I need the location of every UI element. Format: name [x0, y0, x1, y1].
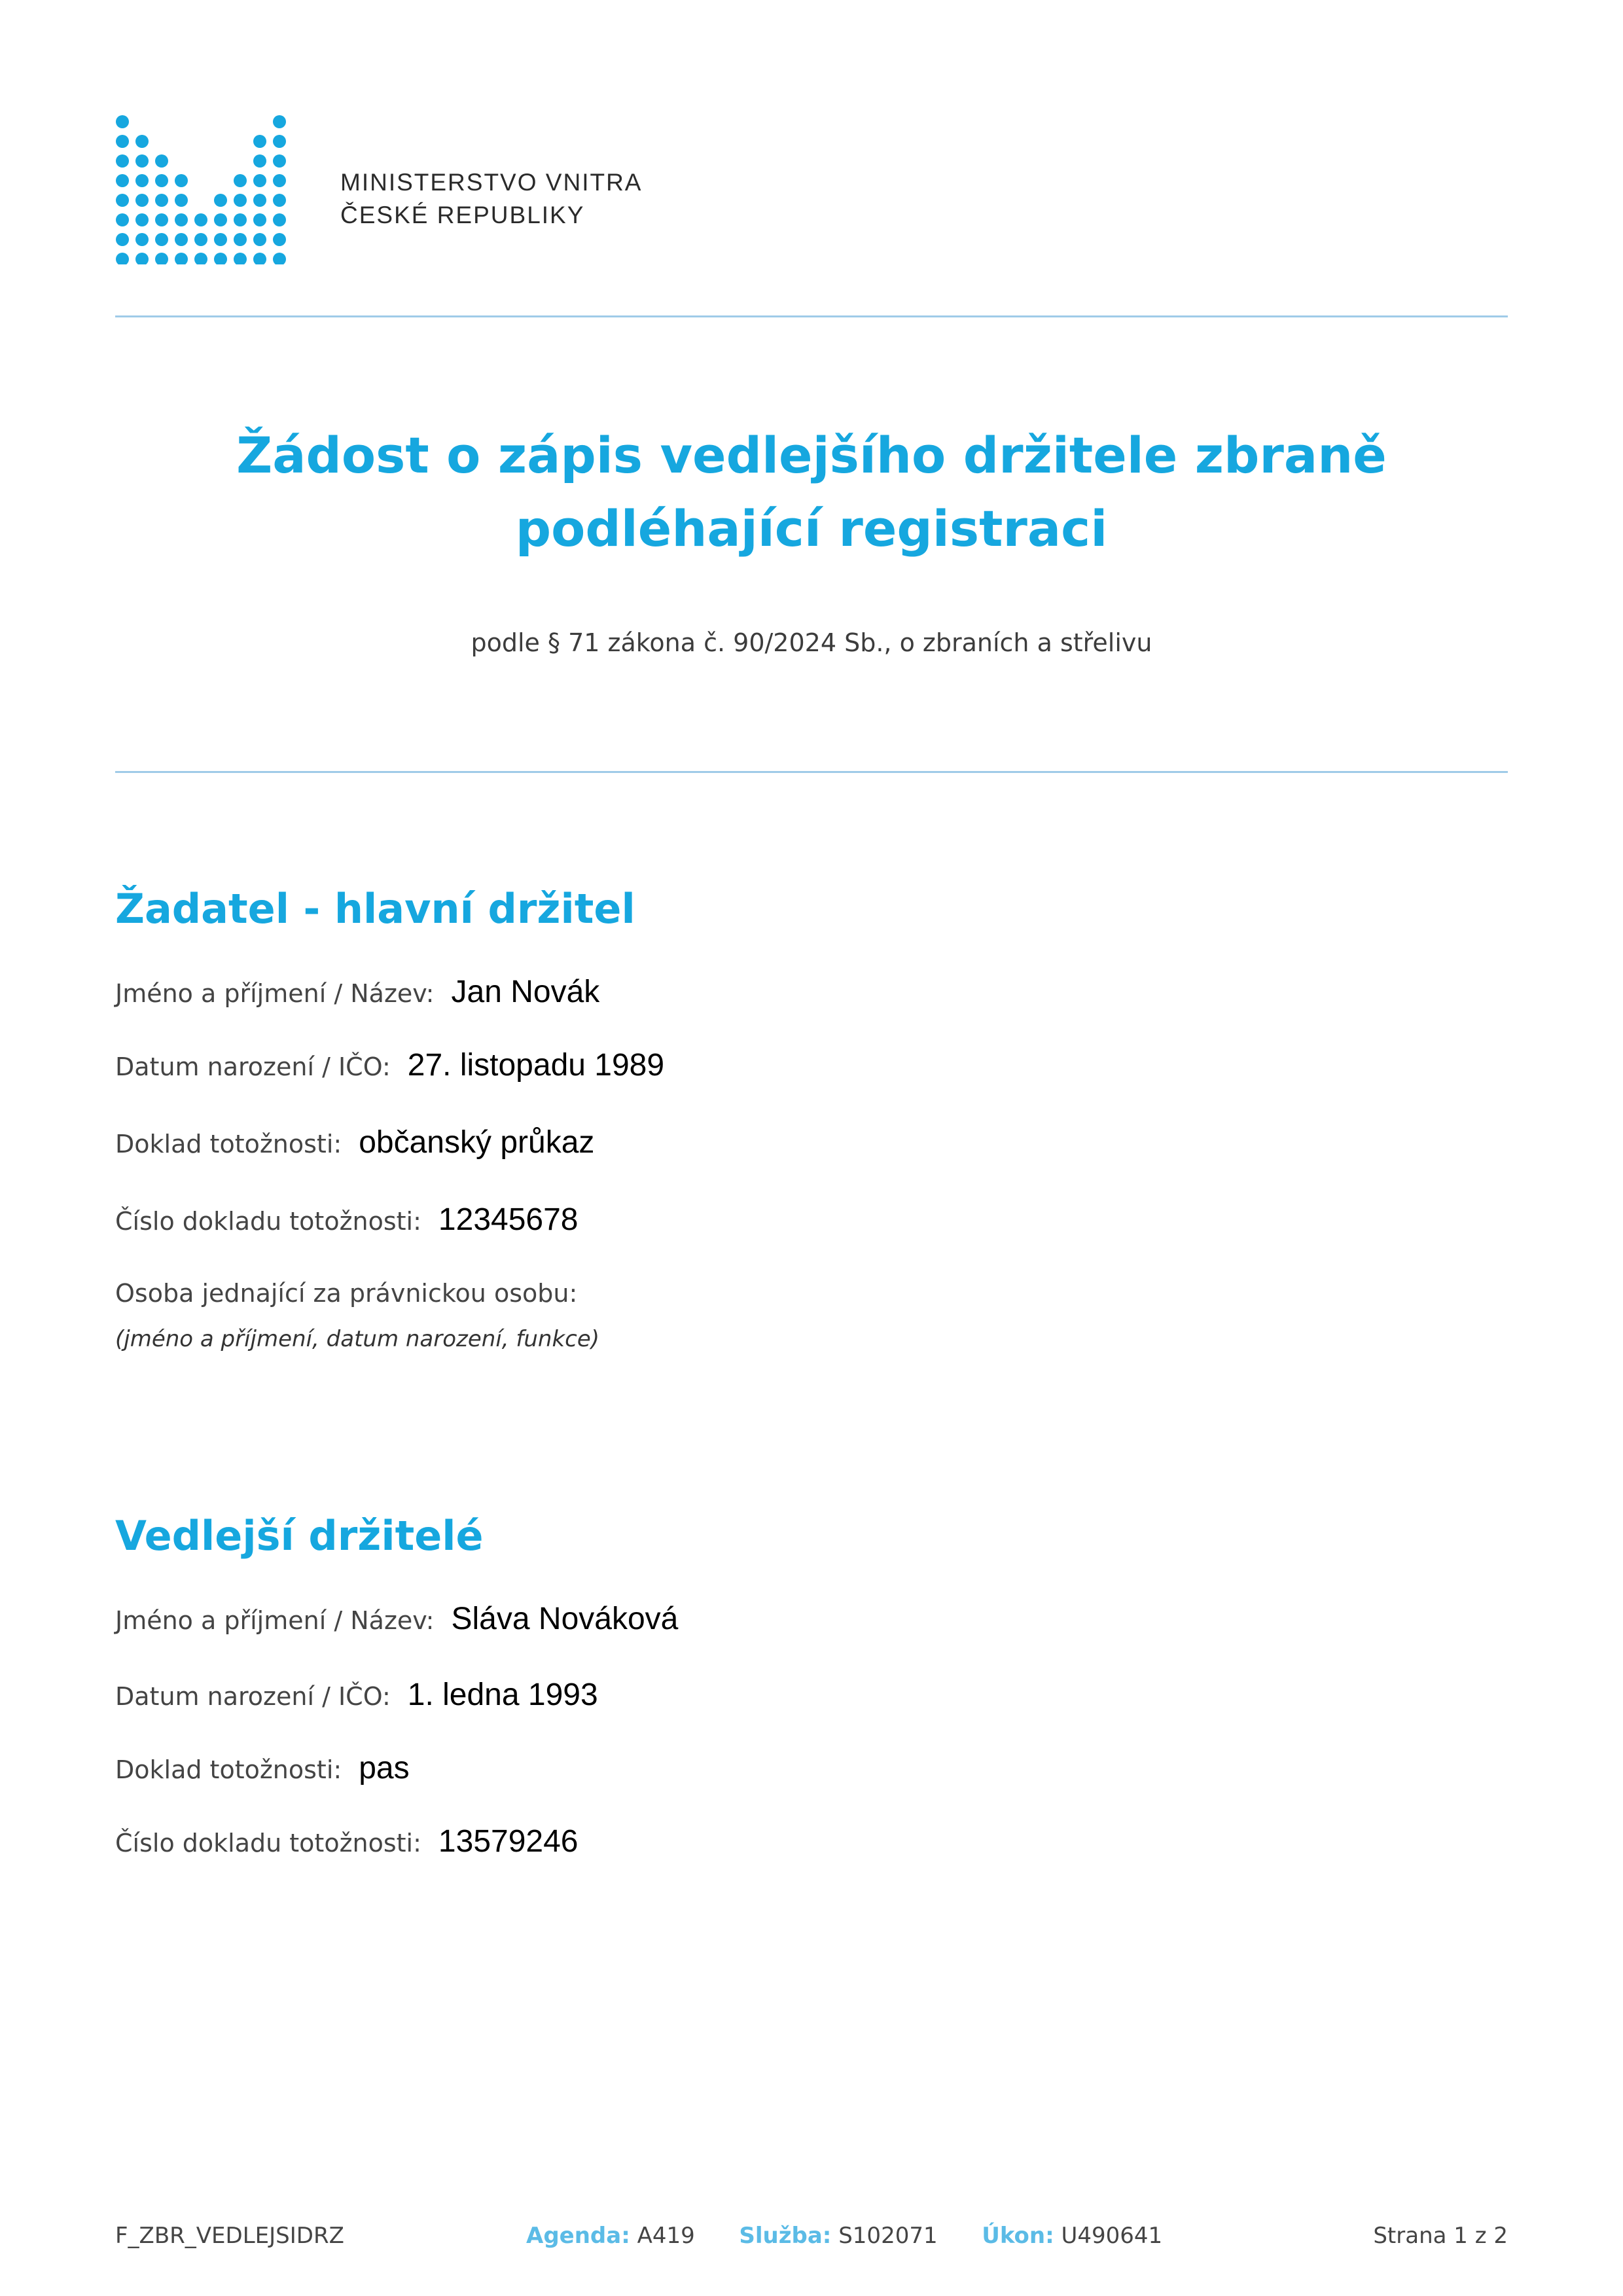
applicant-id-number-value: 12345678: [438, 1202, 579, 1237]
applicant-id-number-row: [115, 1202, 578, 1238]
service-value: S102071: [838, 2223, 938, 2249]
form-code: F_ZBR_VEDLEJSIDRZ: [115, 2223, 344, 2249]
page-number: Strana 1 z 2: [1373, 2223, 1508, 2249]
secondary-heading: Vedlejší držitelé: [115, 1512, 484, 1560]
title-divider: [115, 771, 1508, 773]
secondary-birth-row: [115, 1677, 598, 1713]
document-subtitle: podle § 71 zákona č. 90/2024 Sb., o zbraních a střelivu: [471, 628, 1152, 657]
secondary-id-doc-label: Doklad totožnosti:: [115, 1755, 342, 1784]
applicant-id-doc-label: Doklad totožnosti:: [115, 1130, 342, 1158]
ministry-name-line1: MINISTERSTVO VNITRA: [340, 169, 643, 196]
document-title: Žádost o zápis vedlejšího držitele zbraně podléhající registraci: [236, 426, 1387, 558]
secondary-birth-value: 1. ledna 1993: [407, 1677, 598, 1712]
act-label: Úkon:: [982, 2223, 1054, 2249]
legal-person-row: [115, 1279, 577, 1308]
footer-codes: [526, 2223, 1162, 2249]
applicant-name-row: [115, 974, 599, 1010]
secondary-id-number-value: 13579246: [438, 1824, 579, 1859]
secondary-birth-label: Datum narození / IČO:: [115, 1682, 391, 1711]
legal-person-note: (jméno a příjmení, datum narození, funkce): [115, 1326, 600, 1352]
ministry-name-line2: ČESKÉ REPUBLIKY: [340, 202, 585, 228]
applicant-birth-label: Datum narození / IČO:: [115, 1052, 391, 1081]
legal-person-label: Osoba jednající za právnickou osobu:: [115, 1279, 578, 1308]
secondary-name-row: [115, 1601, 678, 1637]
service-label: Služba:: [739, 2223, 832, 2249]
secondary-name-label: Jméno a příjmení / Název:: [115, 1606, 435, 1635]
applicant-heading: Žadatel - hlavní držitel: [115, 885, 635, 933]
secondary-id-number-label: Číslo dokladu totožnosti:: [115, 1829, 421, 1857]
applicant-name-label: Jméno a příjmení / Název:: [115, 979, 435, 1008]
agenda-value: A419: [637, 2223, 695, 2249]
ministry-logo-icon: [115, 114, 312, 264]
applicant-id-doc-row: [115, 1124, 594, 1160]
secondary-id-number-row: [115, 1823, 578, 1859]
secondary-id-doc-row: [115, 1750, 410, 1786]
secondary-id-doc-value: pas: [359, 1751, 410, 1785]
applicant-id-doc-value: občanský průkaz: [359, 1125, 595, 1160]
agenda-label: Agenda:: [526, 2223, 630, 2249]
applicant-name-value: Jan Novák: [451, 975, 600, 1009]
ministry-name: [340, 166, 642, 232]
applicant-birth-value: 27. listopadu 1989: [407, 1048, 665, 1083]
act-value: U490641: [1061, 2223, 1163, 2249]
applicant-birth-row: [115, 1047, 664, 1083]
header-divider: [115, 315, 1508, 317]
applicant-id-number-label: Číslo dokladu totožnosti:: [115, 1207, 421, 1236]
secondary-name-value: Sláva Nováková: [451, 1602, 679, 1636]
